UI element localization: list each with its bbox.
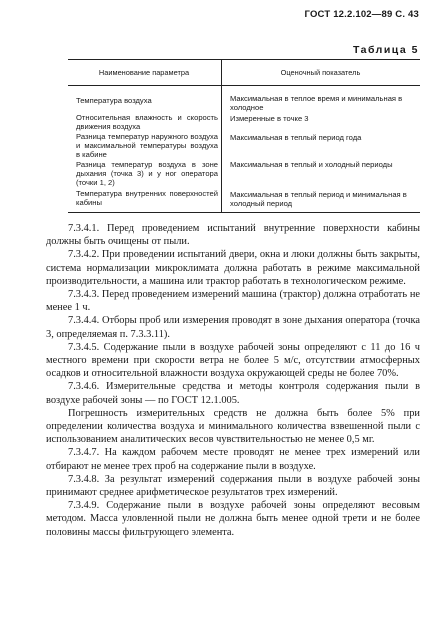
paragraph: 7.3.4.5. Содержание пыли в воздухе рабочей зоны определяют с 11 до 16 ч местного времени при скорости ветра не более 5 м/с, отсутствии атмосферных осадков и относительной влажности воздуха окружающей среды не более 70%. bbox=[46, 341, 420, 380]
table-cell-param: Относительная влажность и скорость движения воздуха bbox=[76, 113, 218, 131]
paragraph: 7.3.4.6. Измерительные средства и методы контроля содержания пыли в воздухе рабочей зоны — по ГОСТ 12.1.005. bbox=[46, 381, 420, 406]
page-header: ГОСТ 12.2.102—89 С. 43 bbox=[304, 9, 419, 20]
paragraph: 7.3.4.1. Перед проведением испытаний внутренние поверхности кабины должны быть очищены от пыли. bbox=[46, 223, 420, 248]
paragraph: Погрешность измерительных средств не должна быть более 5% при определении количества воздуха и минимального количества взвешенной пыли с использованием аналитических весов чувствительностью не менее 0,5 мг. bbox=[46, 407, 420, 446]
paragraph: 7.3.4.8. За результат измерений содержания пыли в воздухе рабочей зоны принимают среднее арифметическое результатов трех измерений. bbox=[46, 473, 420, 499]
paragraph: 7.3.4.4. Отборы проб или измерения проводят в зоне дыхания оператора (точка 3, определяемая п. 7.3.3.11). bbox=[46, 315, 420, 340]
table-cell-value: Максимальная в теплый период и минимальная в холодный период bbox=[230, 190, 407, 208]
body-text bbox=[46, 222, 420, 539]
table-bottom-rule bbox=[68, 212, 420, 213]
table-column-divider bbox=[221, 60, 222, 212]
paragraph: 7.3.4.7. На каждом рабочем месте проводят не менее трех измерений или отбирают не менее трех проб на содержание пыли в воздухе. bbox=[46, 447, 420, 472]
table-cell-param: Температура воздуха bbox=[76, 96, 152, 105]
table-cell-value: Измеренные в точке 3 bbox=[230, 114, 309, 123]
table-cell-value: Максимальная в теплое время и минимальная в холодное bbox=[230, 94, 403, 112]
table-cell-param: Разница температур наружного воздуха и максимальной температуры воздуха в кабине bbox=[76, 132, 218, 159]
paragraph: 7.3.4.3. Перед проведением измерений машина (трактор) должна отработать не менее 1 ч. bbox=[46, 289, 420, 314]
paragraph: 7.3.4.2. При проведении испытаний двери, окна и люки должны быть закрыты, система нормализации микроклимата должна работать в режиме максимальной производительности, а машина или трактор работать в технологическом режиме. bbox=[46, 249, 420, 287]
table-cell-param: Разница температур воздуха в зоне дыхания (точка 3) и у ног оператора (точки 1, 2) bbox=[76, 160, 218, 187]
paragraph: 7.3.4.9. Содержание пыли в воздухе рабочей зоны определяют весовым методом. Масса уловленной пыли не должна быть менее одной трети и не более половины массы фильтрующего элемента. bbox=[46, 500, 420, 538]
table-cell-value: Максимальная в теплый и холодный периоды bbox=[230, 160, 393, 169]
table-header-row bbox=[68, 60, 420, 86]
table-header-value: Оценочный показатель bbox=[280, 68, 361, 77]
table-caption: Таблица 5 bbox=[352, 44, 419, 56]
table-cell-value: Максимальная в теплый период года bbox=[230, 133, 362, 142]
table-cell-param: Температура внутренних поверхностей кабины bbox=[76, 189, 218, 207]
table-header-param: Наименование параметра bbox=[98, 68, 190, 77]
